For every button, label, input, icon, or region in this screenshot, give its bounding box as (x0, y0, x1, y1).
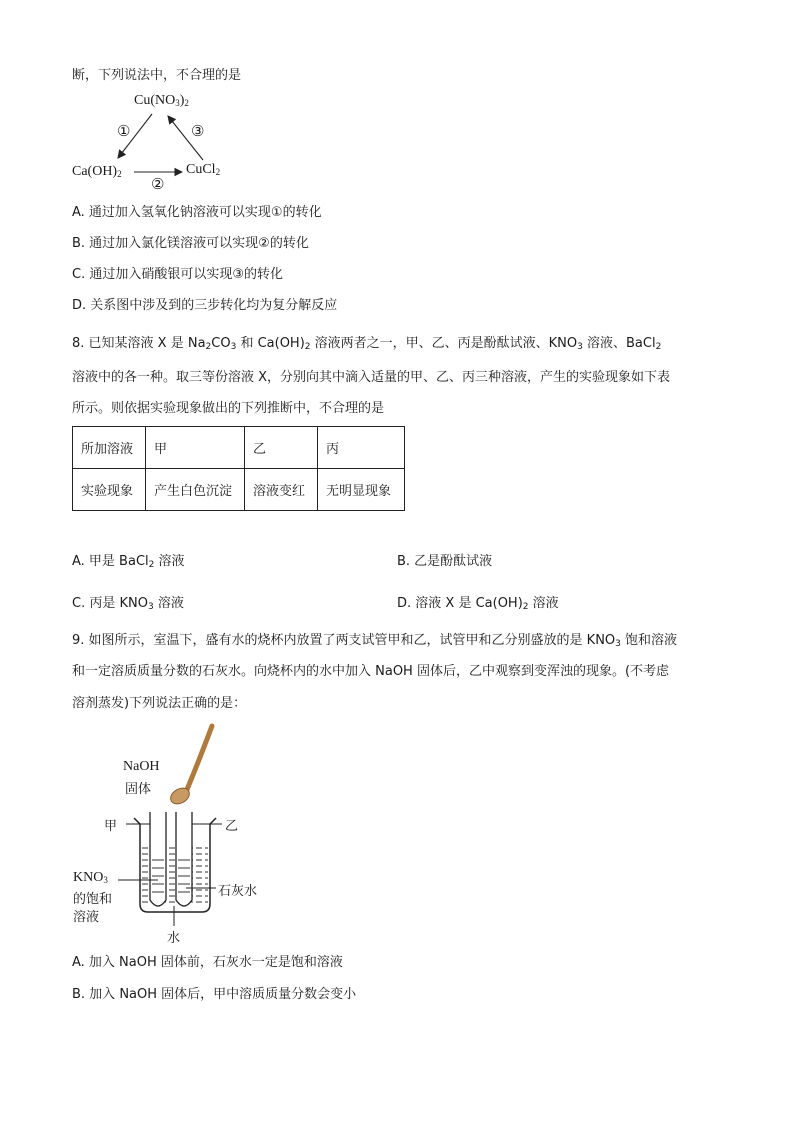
diagram-step-3: ③ (191, 124, 205, 140)
table-cell: 所加溶液 (73, 427, 146, 469)
table-cell: 无明显现象 (318, 469, 405, 511)
q8-stem-line-1: 8. 已知某溶液 X 是 $Na_2CO_3$ 和 $Ca(OH)_2$ 溶液两者之一，甲、乙、丙是酚酞试液、$KNO_3$ 溶液、BaCl$_2$ (72, 336, 662, 352)
spoon-handle (186, 726, 212, 792)
q8-stem-line-3: 所示。则依据实验现象做出的下列推断中，不合理的是 (72, 401, 385, 416)
q9-option-b: B. 加入 NaOH 固体后，甲中溶质质量分数会变小 (72, 987, 357, 1002)
table-cell: 实验现象 (73, 469, 146, 511)
q9-stem-line-2: 和一定溶质质量分数的石灰水。向烧杯内的水中加入 NaOH 固体后，乙中观察到变浑浊的现象。(不考虑 (72, 664, 670, 679)
diagram-cucl2: CuCl$_2$ (186, 162, 221, 177)
reaction-arrows-diagram (0, 0, 794, 230)
q7-option-d: D. 关系图中涉及到的三步转化均为复分解反应 (72, 298, 338, 313)
q9-stem-line-1: 9. 如图所示，室温下，盛有水的烧杯内放置了两支试管甲和乙，试管甲和乙分别盛放的是 $KNO_3$ 饱和溶液 (72, 633, 678, 649)
q7-option-c: C. 通过加入硝酸银可以实现③的转化 (72, 267, 283, 282)
table-cell: 溶液变红 (245, 469, 318, 511)
q9-stem-line-3: 溶剂蒸发)下列说法正确的是： (72, 696, 247, 711)
label-water: 水 (167, 931, 181, 946)
table-cell: 甲 (146, 427, 245, 469)
table-cell: 产生白色沉淀 (146, 469, 245, 511)
q7-option-a: A. 通过加入氢氧化钠溶液可以实现①的转化 (72, 205, 322, 220)
q8-option-b: B. 乙是酚酞试液 (397, 554, 493, 569)
label-saturated: 的饱和 (73, 892, 113, 907)
table-row (73, 427, 405, 469)
label-naoh: NaOH (123, 759, 160, 774)
q8-option-c: C. 丙是 $KNO_3$ 溶液 (72, 596, 184, 612)
label-yi: 乙 (225, 819, 239, 834)
observation-table (72, 426, 405, 511)
arrow-1 (118, 114, 152, 158)
label-limewater: 石灰水 (218, 884, 258, 899)
q7-option-b: B. 通过加入氯化镁溶液可以实现②的转化 (72, 236, 309, 251)
label-solid: 固体 (125, 782, 152, 797)
diagram-ca-oh-2: $Ca(OH)_2$ (72, 164, 122, 179)
diagram-cu-no3-2: $Cu(NO_3)_2$ (134, 93, 189, 108)
beaker-apparatus-figure (0, 720, 400, 950)
arrow-3 (168, 116, 203, 160)
table-cell: 丙 (318, 427, 405, 469)
q9-option-a: A. 加入 NaOH 固体前，石灰水一定是饱和溶液 (72, 955, 343, 970)
label-kno3: $KNO_3$ (73, 870, 108, 885)
q8-option-a: A. 甲是 BaCl$_2$ 溶液 (72, 554, 185, 570)
table-row (73, 469, 405, 511)
table-cell: 乙 (245, 427, 318, 469)
label-solution: 溶液 (73, 910, 100, 925)
diagram-step-1: ① (117, 124, 131, 140)
q8-option-d: D. 溶液 X 是 $Ca(OH)_2$ 溶液 (397, 596, 559, 612)
beaker (134, 818, 216, 912)
label-jia: 甲 (104, 819, 118, 834)
diagram-step-2: ② (151, 177, 165, 193)
q8-stem-line-2: 溶液中的各一种。取三等份溶液 X，分别向其中滴入适量的甲、乙、丙三种溶液，产生的实验现象如下表 (72, 370, 671, 385)
q7-intro-tail: 断，下列说法中，不合理的是 (72, 68, 242, 83)
